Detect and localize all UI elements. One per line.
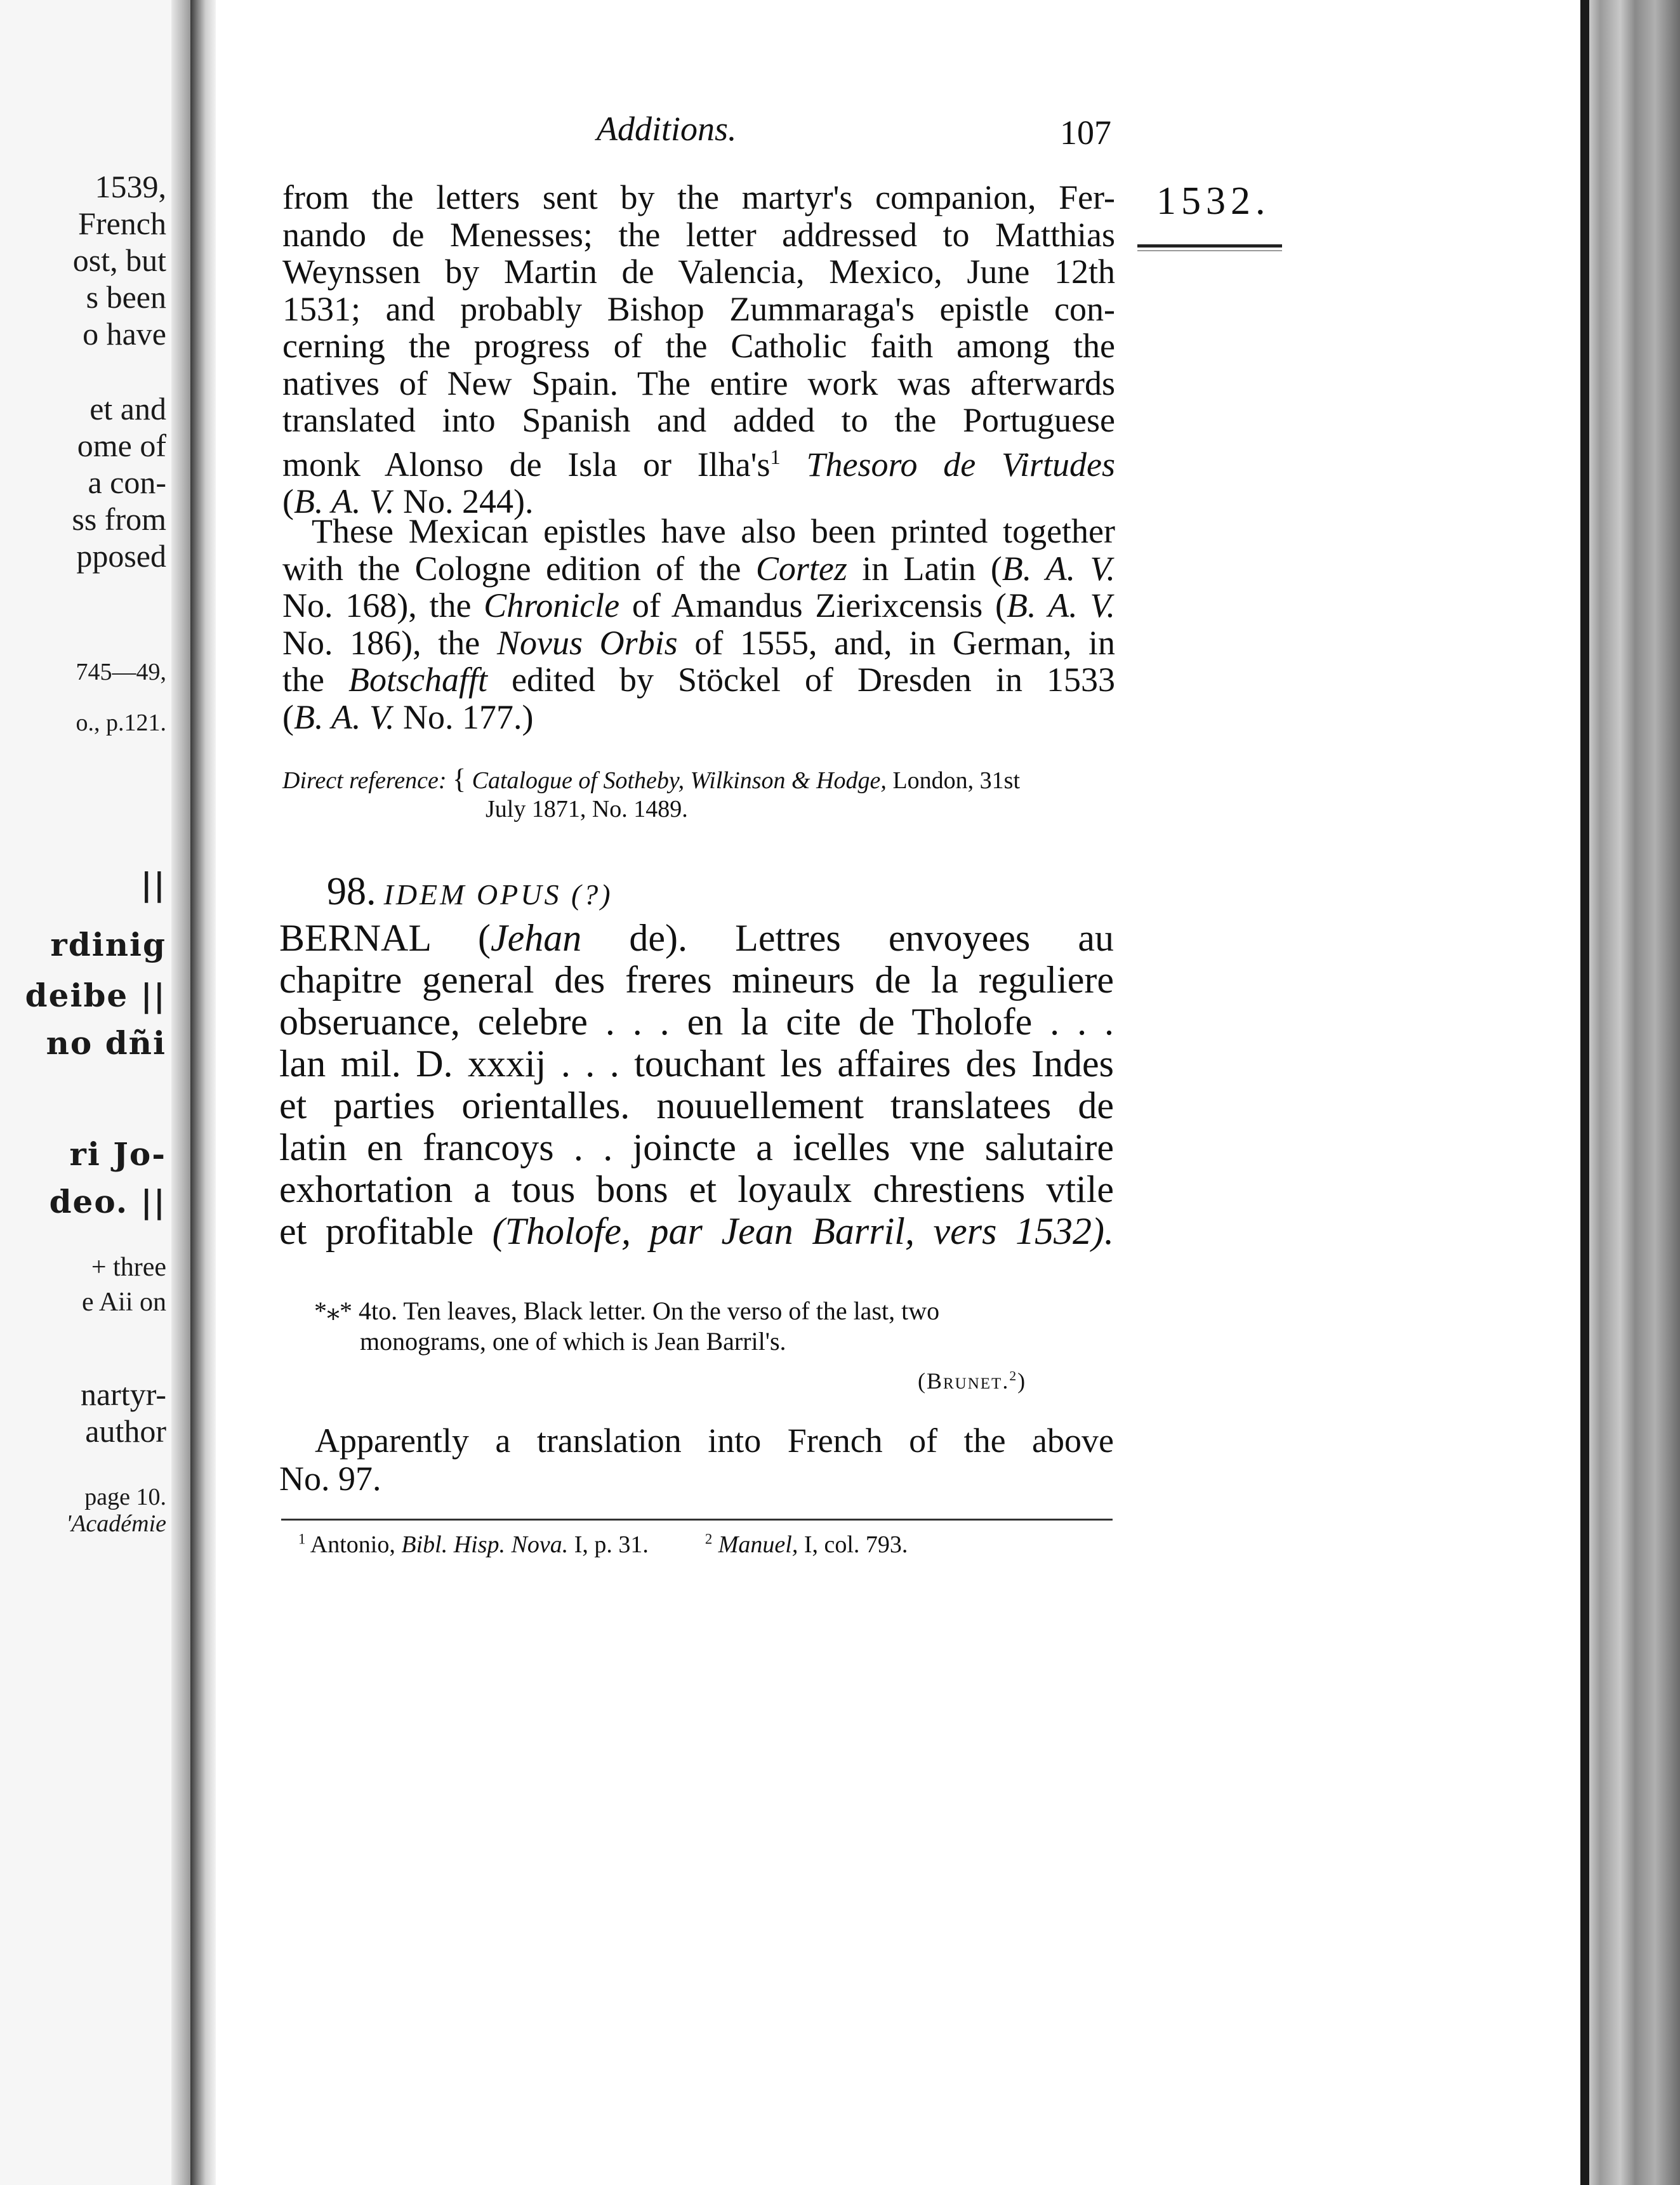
text-line: exhortation a tous bons et loyaulx chrestiens vtile	[279, 1168, 1114, 1210]
catalogue-title: Catalogue of Sotheby, Wilkinson & Hodge,	[472, 767, 887, 794]
left-small-line: 'Académie	[66, 1510, 166, 1537]
left-blackletter-line: ||	[140, 866, 166, 903]
text-run: edited by Stöckel of Dresden in 1533	[487, 661, 1115, 699]
text-run: monk Alonso de Isla or Ilha's	[282, 445, 771, 484]
text-line: 1531; and probably Bishop Zummaraga's epistle con-	[282, 289, 1115, 328]
paragraph-continued	[282, 179, 1115, 520]
text-run: )	[1017, 1368, 1027, 1394]
text-run: et profitable	[279, 1210, 493, 1252]
left-text-line: nartyr-	[80, 1376, 166, 1412]
book-title: Thesoro de Virtudes	[806, 445, 1116, 484]
text-line	[282, 439, 1115, 484]
book-title: Novus Orbis	[496, 623, 678, 662]
left-blackletter-line: deo. ||	[49, 1183, 166, 1220]
text-run: of 1555, and, in German, in	[677, 623, 1116, 662]
left-text-line: s been	[86, 279, 166, 315]
text-run: I, col. 793.	[798, 1531, 908, 1558]
text-run: 4to. Ten leaves, Black letter. On the verso of the last, two	[352, 1297, 940, 1325]
entry-number: 98.	[327, 870, 376, 913]
paragraph-mexican-epistles	[282, 513, 1115, 736]
footnotes	[298, 1531, 908, 1559]
footnote-title: Manuel,	[718, 1531, 798, 1558]
text-line	[282, 661, 1115, 699]
left-text-line: 1539,	[95, 169, 166, 204]
text-run: No. 244).	[394, 482, 534, 520]
text-line: natives of New Spain. The entire work was afterwards	[282, 364, 1115, 402]
text-line: nando de Menesses; the letter addressed to Matthias	[282, 215, 1115, 254]
text-line: obseruance, celebre . . . en la cite de Tholofe . . .	[279, 1001, 1114, 1043]
footnote-number: 1	[298, 1531, 306, 1547]
text-line: cerning the progress of the Catholic faith among the	[282, 327, 1115, 365]
bav-reference: B. A. V.	[1007, 586, 1115, 624]
left-facing-page	[0, 0, 190, 2185]
book-gutter	[190, 0, 216, 2185]
asterism-mark: *⁎*	[314, 1297, 352, 1325]
text-line: These Mexican epistles have also been printed together	[312, 512, 1115, 550]
text-run: the	[282, 661, 348, 699]
footnote-number: 2	[704, 1531, 713, 1547]
text-run: No. 186), the	[282, 623, 497, 662]
text-run: I, p. 31.	[568, 1531, 649, 1558]
left-text-line: ome of	[77, 428, 166, 463]
running-header: Additions.	[597, 110, 737, 148]
text-line: from the letters sent by the martyr's companion, Fer-	[282, 178, 1115, 216]
reference-line: July 1871, No. 1489.	[486, 796, 688, 822]
text-line: et parties orientalles. nouuellement translatees de	[279, 1085, 1114, 1126]
left-text-line: a con-	[88, 465, 166, 500]
imprint: (Tholofe, par Jean Barril, vers 1532).	[492, 1210, 1114, 1252]
text-line: latin en francoys . . joincte a icelles vne salutaire	[279, 1126, 1114, 1168]
bav-reference: B. A. V.	[293, 482, 395, 520]
text-line	[279, 917, 1114, 959]
text-run: No. 177.)	[394, 697, 534, 736]
margin-year-rule-thin	[1137, 250, 1282, 251]
page-number: 107	[1060, 114, 1111, 152]
note-source	[918, 1368, 1026, 1394]
book-page-edges	[1580, 0, 1680, 2185]
text-line: Apparently a translation into French of the above	[315, 1422, 1114, 1460]
text-run: de). Lettres envoyees au	[581, 917, 1114, 959]
text-run: in Latin (	[847, 549, 1002, 588]
text-run: (	[282, 697, 294, 736]
text-run: London, 31st	[886, 767, 1020, 794]
left-text-line: o have	[83, 316, 166, 352]
left-text-line: et and	[89, 391, 166, 426]
left-text-line: pposed	[76, 538, 166, 574]
text-line	[282, 624, 1115, 662]
text-run: (	[282, 482, 294, 520]
text-run: with the Cologne edition of the	[282, 549, 756, 588]
left-ref-line: o., p.121.	[76, 710, 166, 736]
text-line	[279, 1210, 1114, 1252]
text-run: of Amandus Zierixcensis (	[619, 586, 1007, 624]
text-line: translated into Spanish and added to the Portuguese	[282, 401, 1115, 439]
left-blackletter-line: ri Jo-	[69, 1135, 166, 1173]
left-blackletter-line: deibe ||	[25, 977, 166, 1014]
left-text-line: French	[78, 206, 166, 241]
page-edge-shadow	[1580, 0, 1589, 2185]
note-line: monograms, one of which is Jean Barril's.	[360, 1327, 786, 1356]
entry-subtitle: IDEM OPUS (?)	[383, 878, 613, 911]
text-run: No. 168), the	[282, 586, 484, 624]
left-text-line: + three	[91, 1253, 166, 1282]
book-title: Botschafft	[348, 661, 487, 699]
text-line: lan mil. D. xxxij . . . touchant les affaires des Indes	[279, 1043, 1114, 1085]
entry-title-block	[279, 917, 1114, 1252]
footnote-marker: 2	[1009, 1368, 1018, 1383]
text-line	[282, 699, 1115, 736]
left-ref-line: 745—49,	[76, 659, 166, 685]
bav-reference: B. A. V.	[293, 697, 395, 736]
text-line	[282, 587, 1115, 624]
reference-label: Direct reference:	[282, 767, 447, 794]
direct-reference	[282, 765, 1115, 824]
text-line: Weynssen by Martin de Valencia, Mexico, June 12th	[282, 253, 1115, 291]
text-run: (Brunet.	[918, 1368, 1010, 1394]
margin-year: 1532.	[1156, 180, 1271, 223]
text-line	[282, 550, 1115, 588]
footnote-rule	[281, 1519, 1113, 1521]
left-text-line: author	[85, 1413, 166, 1449]
left-page-edge	[171, 0, 190, 2185]
margin-year-rule	[1137, 244, 1282, 248]
bav-reference: B. A. V.	[1002, 549, 1115, 588]
entry-heading	[327, 869, 613, 914]
book-title: Chronicle	[484, 586, 620, 624]
closing-remark	[279, 1422, 1114, 1498]
left-text-line: ss from	[72, 501, 166, 537]
reference-line: Direct reference: { Catalogue of Sotheby, Wilkinson & Hodge, London, 31st	[282, 763, 1020, 795]
left-blackletter-line: no dñi	[46, 1024, 166, 1062]
book-title: Cortez	[755, 549, 847, 588]
left-small-line: page 10.	[84, 1484, 166, 1510]
footnote-title: Bibl. Hisp. Nova.	[401, 1531, 569, 1558]
left-text-line: ost, but	[72, 242, 166, 278]
text-line: chapitre general des freres mineurs de la reguliere	[279, 959, 1114, 1001]
text-line: No. 97.	[279, 1460, 381, 1498]
bibliographic-note	[314, 1296, 1115, 1357]
left-text-line: e Aii on	[82, 1288, 166, 1317]
footnote-marker: 1	[770, 446, 781, 469]
text-run: Antonio,	[305, 1531, 402, 1558]
note-line	[314, 1296, 1115, 1326]
text-run: BERNAL (	[279, 917, 491, 959]
author-name: Jehan	[490, 917, 582, 959]
left-blackletter-line: rdinig	[50, 926, 166, 963]
